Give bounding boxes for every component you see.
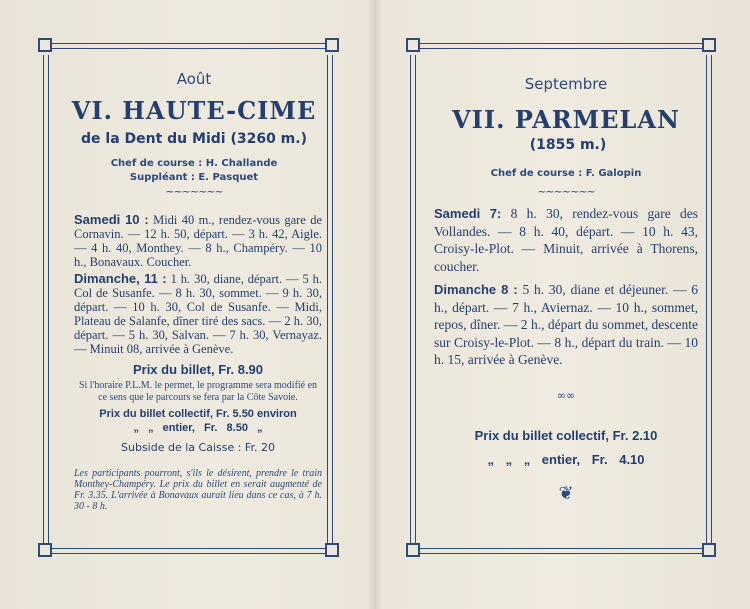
subside-caisse: Subside de la Caisse : Fr. 20	[121, 441, 275, 454]
samedi-text: Midi 40 m., rendez-vous gare de Cornavin. — 12 h. 50, départ. — 3 h. 42, Aigle. — 4 h. 40, Monthey. — 8 h., Champéry. — 10 h., Bonavaux. Coucher.	[74, 213, 323, 269]
chef-de-course: Chef de course : H. Challande	[110, 158, 278, 169]
chef-de-course: Chef de course : F. Galopin	[490, 168, 642, 179]
altitude: (1855 m.)	[529, 137, 607, 153]
plm-note: Si l'horaire P.L.M. le permet, le programme sera modifié en ce sens que le parcours se fera par la Côte Savoie.	[78, 380, 318, 403]
frame-left-line	[43, 55, 49, 543]
prix-collectif: Prix du billet collectif, Fr. 5.50 environ	[99, 408, 297, 420]
frame-corner-br	[325, 543, 339, 557]
month-label: Septembre	[524, 75, 608, 93]
frame-corner-tr	[325, 38, 339, 52]
prix-entier: „ „ „ entier, Fr. 4.10	[487, 451, 645, 467]
prix-collectif: Prix du billet collectif, Fr. 2.10	[474, 427, 658, 443]
frame-left-line	[410, 55, 416, 543]
excursion-subtitle: de la Dent du Midi (3260 m.)	[81, 131, 307, 147]
excursion-heading	[434, 105, 698, 153]
samedi-label: Samedi 10 :	[74, 212, 149, 227]
dimanche-text: 5 h. 30, diane et déjeuner. — 6 h., départ. — 7 h., Aviernaz. — 10 h., sommet, repos, dîner. — 2 h., départ du sommet, descente sur Croisy-le-Plot. — 8 h., départ du train. — 10 h. 15, arrivée à Genève.	[434, 282, 698, 367]
samedi-text: 8 h. 30, rendez-vous gare des Vollandes. — 8 h. 40, départ. — 10 h. 43, Croisy-le-Plot. — Minuit, arrivée à Thorens, coucher.	[434, 206, 698, 274]
samedi-label: Samedi 7:	[434, 206, 502, 221]
excursion-title: VII. PARMELAN	[452, 105, 680, 134]
dimanche-label: Dimanche, 11 :	[74, 271, 167, 286]
dimanche-label: Dimanche 8 :	[434, 282, 518, 297]
samedi-paragraph	[434, 205, 698, 275]
frame-corner-bl	[38, 543, 52, 557]
prix-billet: Prix du billet, Fr. 8.90	[132, 362, 264, 377]
samedi-paragraph	[74, 213, 322, 269]
frame-corner-tr	[702, 38, 716, 52]
frame-corner-br	[702, 543, 716, 557]
divider-ornament: ∞∞	[556, 388, 576, 402]
excursion-title: VI. HAUTE-CIME	[71, 96, 317, 125]
frame-top-line	[50, 43, 327, 49]
dimanche-paragraph	[74, 272, 322, 356]
frame-bottom-line	[50, 548, 327, 554]
frame-top-line	[416, 43, 708, 49]
suppleant: Suppléant : E. Pasquet	[129, 172, 259, 183]
prix-entier: „ „ entier, Fr. 8.50 „	[133, 422, 263, 434]
frame-right-line	[706, 55, 712, 543]
frame-bottom-line	[416, 548, 708, 554]
dimanche-text: 1 h. 30, diane, départ. — 5 h. Col de Susanfe. — 8 h. 30, sommet. — 9 h. 30, départ. — 10 h. 30, Col de Susanfe. — Midi, Plateau de Salanfe, dîner tiré des sacs. — 2 h. 30, départ. — 5 h. 30, Salvan. — 7 h. 30, Vernayaz. — Minuit 08, arrivée à Genève.	[74, 272, 323, 356]
frame-corner-tl	[406, 38, 420, 52]
frame-right-line	[327, 55, 333, 543]
dimanche-paragraph	[434, 281, 698, 369]
swash-ornament: ~~~~~~~	[537, 185, 595, 198]
right-page	[376, 0, 750, 609]
frame-corner-bl	[406, 543, 420, 557]
month-label: Août	[176, 70, 212, 88]
end-ornament: ❦	[558, 482, 574, 504]
left-page	[0, 0, 372, 609]
participants-note: Les participants pourront, s'ils le désirent, prendre le train Monthey-Champéry. Le prix du billet en serait augmenté de Fr. 3.35. L'arrivée à Bonavaux aurait lieu dans ce cas, à 7 h. 30 - 8 h.	[74, 468, 322, 512]
swash-ornament: ~~~~~~~	[165, 185, 223, 198]
frame-corner-tl	[38, 38, 52, 52]
